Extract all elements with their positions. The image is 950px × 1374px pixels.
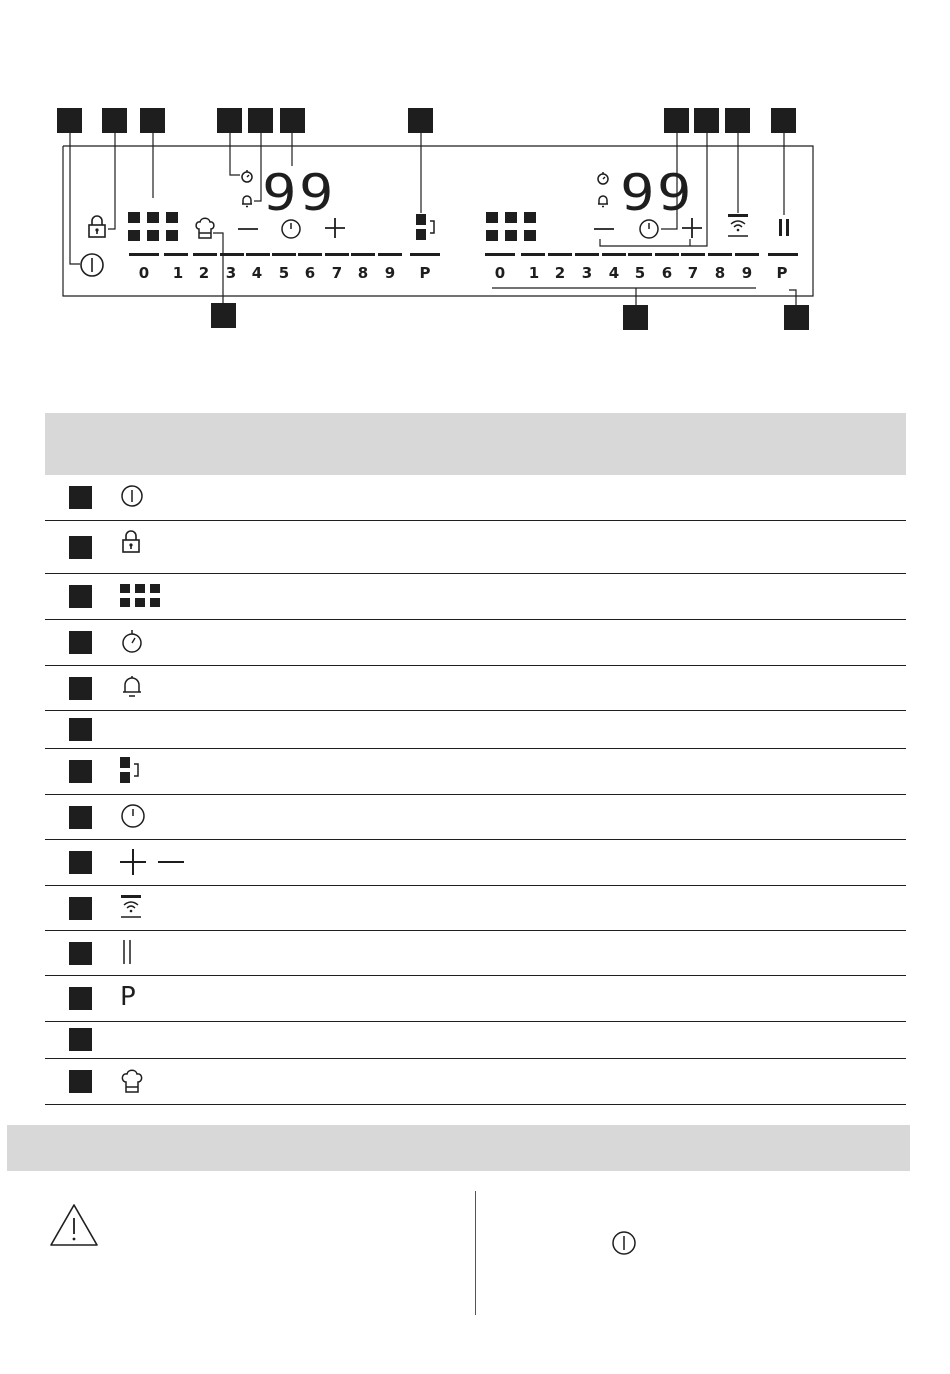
level-label: 1 bbox=[528, 264, 540, 282]
chef-hat-icon[interactable] bbox=[194, 216, 216, 240]
table-row bbox=[45, 1022, 906, 1059]
level-label: 6 bbox=[304, 264, 316, 282]
level-bar[interactable] bbox=[272, 253, 296, 256]
row-marker bbox=[69, 718, 92, 741]
level-bar[interactable] bbox=[298, 253, 322, 256]
stopwatch-icon bbox=[240, 169, 254, 183]
row-marker bbox=[69, 897, 92, 920]
table-row bbox=[45, 521, 906, 574]
level-bar[interactable] bbox=[325, 253, 349, 256]
row-marker bbox=[69, 585, 92, 608]
bell-icon bbox=[240, 193, 254, 208]
pause-icon bbox=[120, 939, 134, 965]
bridge-icon bbox=[120, 757, 142, 785]
level-bar[interactable] bbox=[129, 253, 159, 256]
table-row bbox=[45, 475, 906, 521]
level-bar[interactable] bbox=[681, 253, 705, 256]
zone-grid-icon[interactable] bbox=[486, 212, 538, 242]
level-label: P bbox=[419, 264, 431, 282]
level-label: 1 bbox=[172, 264, 184, 282]
level-label: 5 bbox=[634, 264, 646, 282]
table-row bbox=[45, 886, 906, 931]
power-icon bbox=[611, 1230, 637, 1256]
level-label: 6 bbox=[661, 264, 673, 282]
row-marker bbox=[69, 1028, 92, 1051]
table-row bbox=[45, 620, 906, 666]
table-row bbox=[45, 666, 906, 711]
level-bar[interactable] bbox=[735, 253, 759, 256]
warning-triangle-icon bbox=[49, 1203, 99, 1247]
bridge-icon[interactable] bbox=[416, 214, 438, 242]
bell-icon bbox=[596, 193, 610, 208]
level-bar[interactable] bbox=[378, 253, 402, 256]
section-header bbox=[7, 1125, 910, 1171]
level-label: 3 bbox=[581, 264, 593, 282]
table-row bbox=[45, 840, 906, 886]
table-header bbox=[45, 413, 906, 475]
plus-minus-icon bbox=[120, 849, 230, 875]
level-bar[interactable] bbox=[193, 253, 217, 256]
row-marker bbox=[69, 677, 92, 700]
level-label: 9 bbox=[384, 264, 396, 282]
power-icon[interactable] bbox=[79, 252, 105, 278]
row-marker bbox=[69, 806, 92, 829]
level-bar[interactable] bbox=[575, 253, 599, 256]
clock-icon bbox=[120, 803, 146, 829]
level-bar[interactable] bbox=[521, 253, 545, 256]
plus-icon[interactable] bbox=[325, 218, 345, 238]
level-bar[interactable] bbox=[655, 253, 679, 256]
hob-hood-icon bbox=[120, 895, 142, 921]
table-row bbox=[45, 931, 906, 976]
level-label: P bbox=[776, 264, 788, 282]
level-label: 5 bbox=[278, 264, 290, 282]
level-bar[interactable] bbox=[602, 253, 626, 256]
clock-icon[interactable] bbox=[280, 218, 302, 240]
minus-icon[interactable] bbox=[238, 227, 258, 231]
level-label: 4 bbox=[251, 264, 263, 282]
row-marker bbox=[69, 536, 92, 559]
level-label: 0 bbox=[138, 264, 150, 282]
level-label: 4 bbox=[608, 264, 620, 282]
stopwatch-icon bbox=[120, 628, 144, 654]
p-icon: P bbox=[120, 982, 136, 1012]
level-label: 9 bbox=[741, 264, 753, 282]
level-bar[interactable] bbox=[220, 253, 244, 256]
stopwatch-icon bbox=[596, 171, 610, 185]
zone-grid-icon[interactable] bbox=[128, 212, 180, 242]
row-marker bbox=[69, 851, 92, 874]
level-label: 3 bbox=[225, 264, 237, 282]
level-label: 2 bbox=[198, 264, 210, 282]
row-marker bbox=[69, 760, 92, 783]
chef-hat-icon bbox=[120, 1068, 144, 1094]
table-row bbox=[45, 711, 906, 749]
lock-icon[interactable] bbox=[86, 214, 108, 240]
level-label: 7 bbox=[331, 264, 343, 282]
power-icon bbox=[120, 484, 144, 508]
row-marker bbox=[69, 1070, 92, 1093]
level-bar[interactable] bbox=[164, 253, 188, 256]
level-bar[interactable] bbox=[246, 253, 270, 256]
timer-display: 99 bbox=[620, 164, 694, 222]
level-label: 2 bbox=[554, 264, 566, 282]
timer-display: 99 bbox=[262, 164, 336, 222]
panel-outline bbox=[0, 0, 950, 400]
level-bar[interactable] bbox=[628, 253, 652, 256]
table-row bbox=[45, 574, 906, 620]
row-marker bbox=[69, 486, 92, 509]
level-bar[interactable] bbox=[708, 253, 732, 256]
level-label: 0 bbox=[494, 264, 506, 282]
level-label: 8 bbox=[357, 264, 369, 282]
level-bar[interactable] bbox=[485, 253, 515, 256]
row-marker bbox=[69, 631, 92, 654]
table-row bbox=[45, 795, 906, 840]
plus-icon[interactable] bbox=[682, 218, 702, 238]
table-row bbox=[45, 976, 906, 1022]
minus-icon[interactable] bbox=[594, 227, 614, 231]
level-label: 7 bbox=[687, 264, 699, 282]
level-label: 8 bbox=[714, 264, 726, 282]
row-marker bbox=[69, 942, 92, 965]
zone-grid-icon bbox=[120, 584, 160, 608]
clock-icon[interactable] bbox=[638, 218, 660, 240]
level-bar[interactable] bbox=[351, 253, 375, 256]
level-bar[interactable] bbox=[548, 253, 572, 256]
table-row bbox=[45, 1059, 906, 1105]
level-bar[interactable] bbox=[410, 253, 440, 256]
bell-icon bbox=[120, 675, 144, 699]
table-row bbox=[45, 749, 906, 795]
column-divider bbox=[475, 1191, 476, 1315]
lock-icon bbox=[120, 529, 142, 555]
pause-icon[interactable] bbox=[777, 219, 791, 237]
hob-hood-icon[interactable] bbox=[727, 214, 749, 240]
level-bar[interactable] bbox=[768, 253, 798, 256]
row-marker bbox=[69, 987, 92, 1010]
